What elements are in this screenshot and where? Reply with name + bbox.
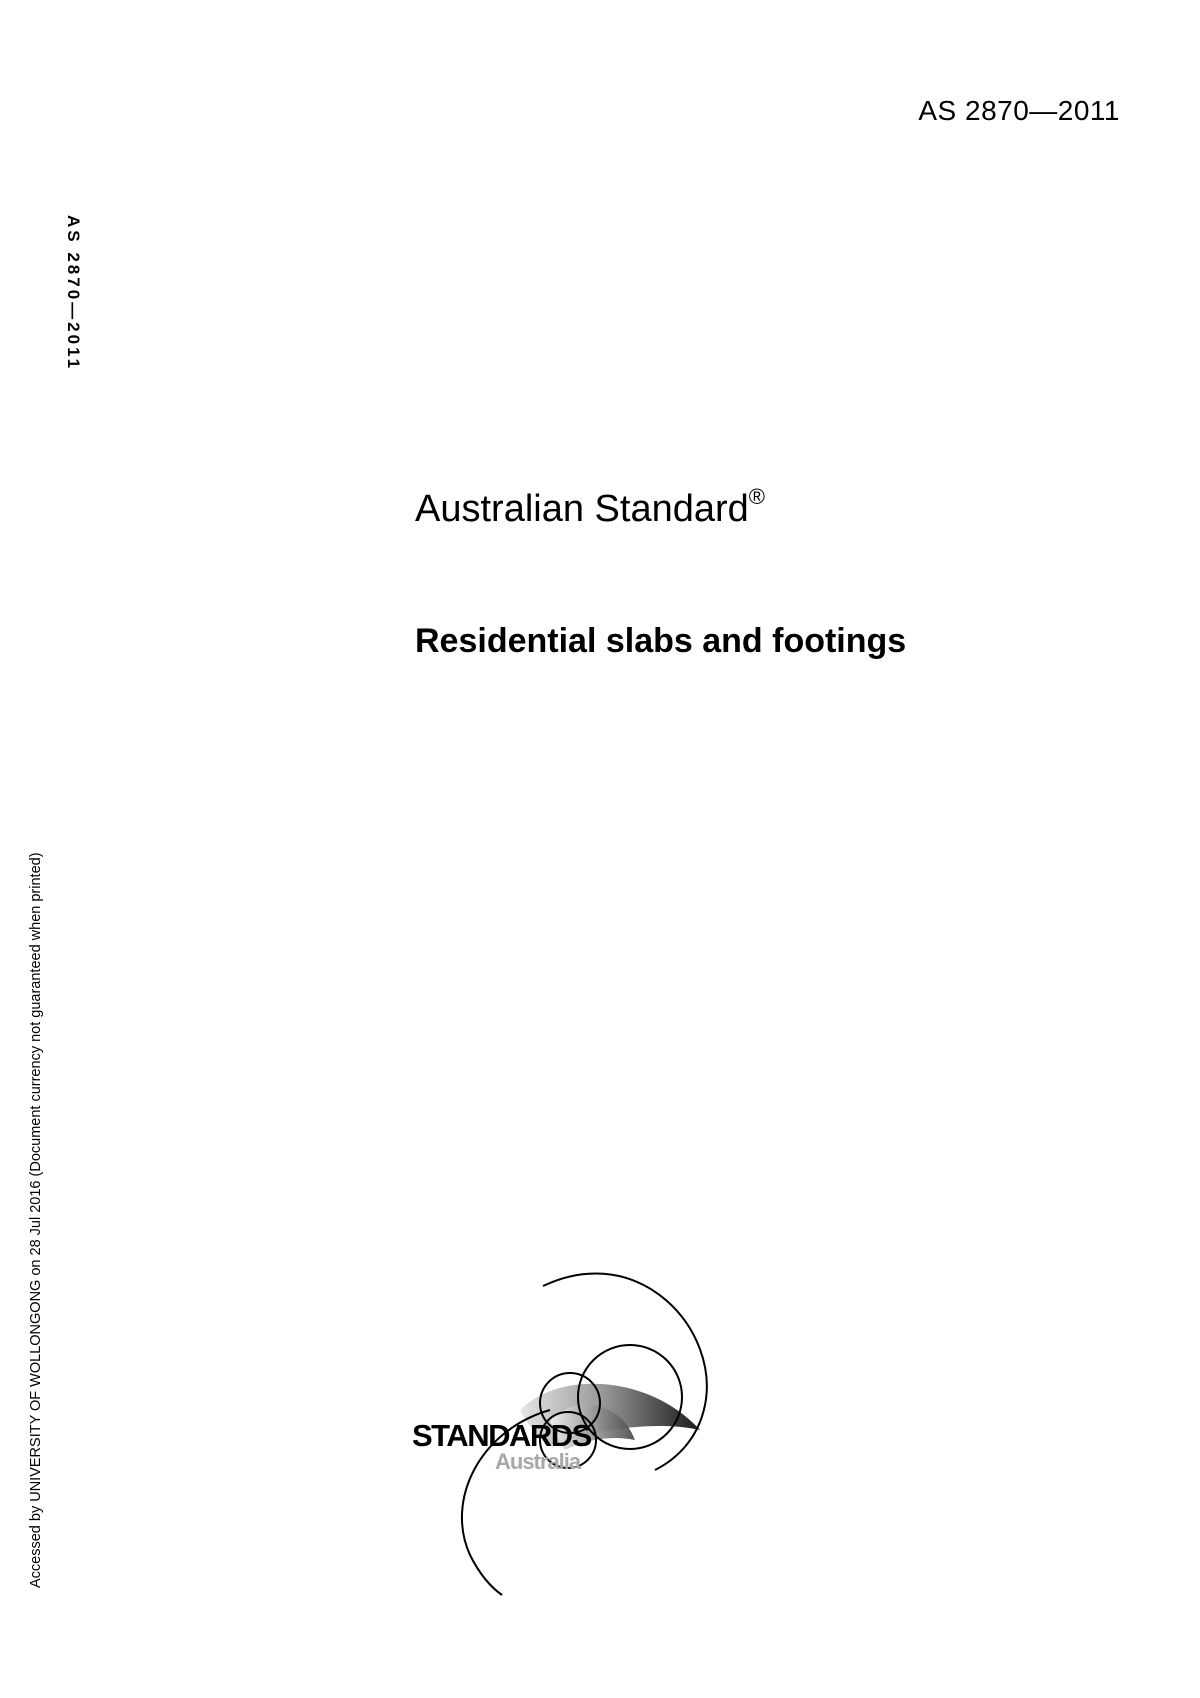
registered-mark: ®: [748, 484, 765, 509]
spine-document-code: AS 2870—2011: [64, 215, 83, 372]
series-title: [415, 484, 765, 531]
standards-australia-logo: [400, 1270, 740, 1610]
document-code: AS 2870—2011: [918, 95, 1120, 126]
series-name: Australian Standard: [415, 488, 749, 530]
logo-text-sub: Australia: [495, 1449, 581, 1474]
access-note: Accessed by UNIVERSITY OF WOLLONGONG on 28 Jul 2016 (Document currency not guaranteed when printed): [28, 852, 44, 1588]
logo-text-main: STANDARDS: [412, 1418, 591, 1453]
document-title: Residential slabs and footings: [415, 622, 907, 660]
